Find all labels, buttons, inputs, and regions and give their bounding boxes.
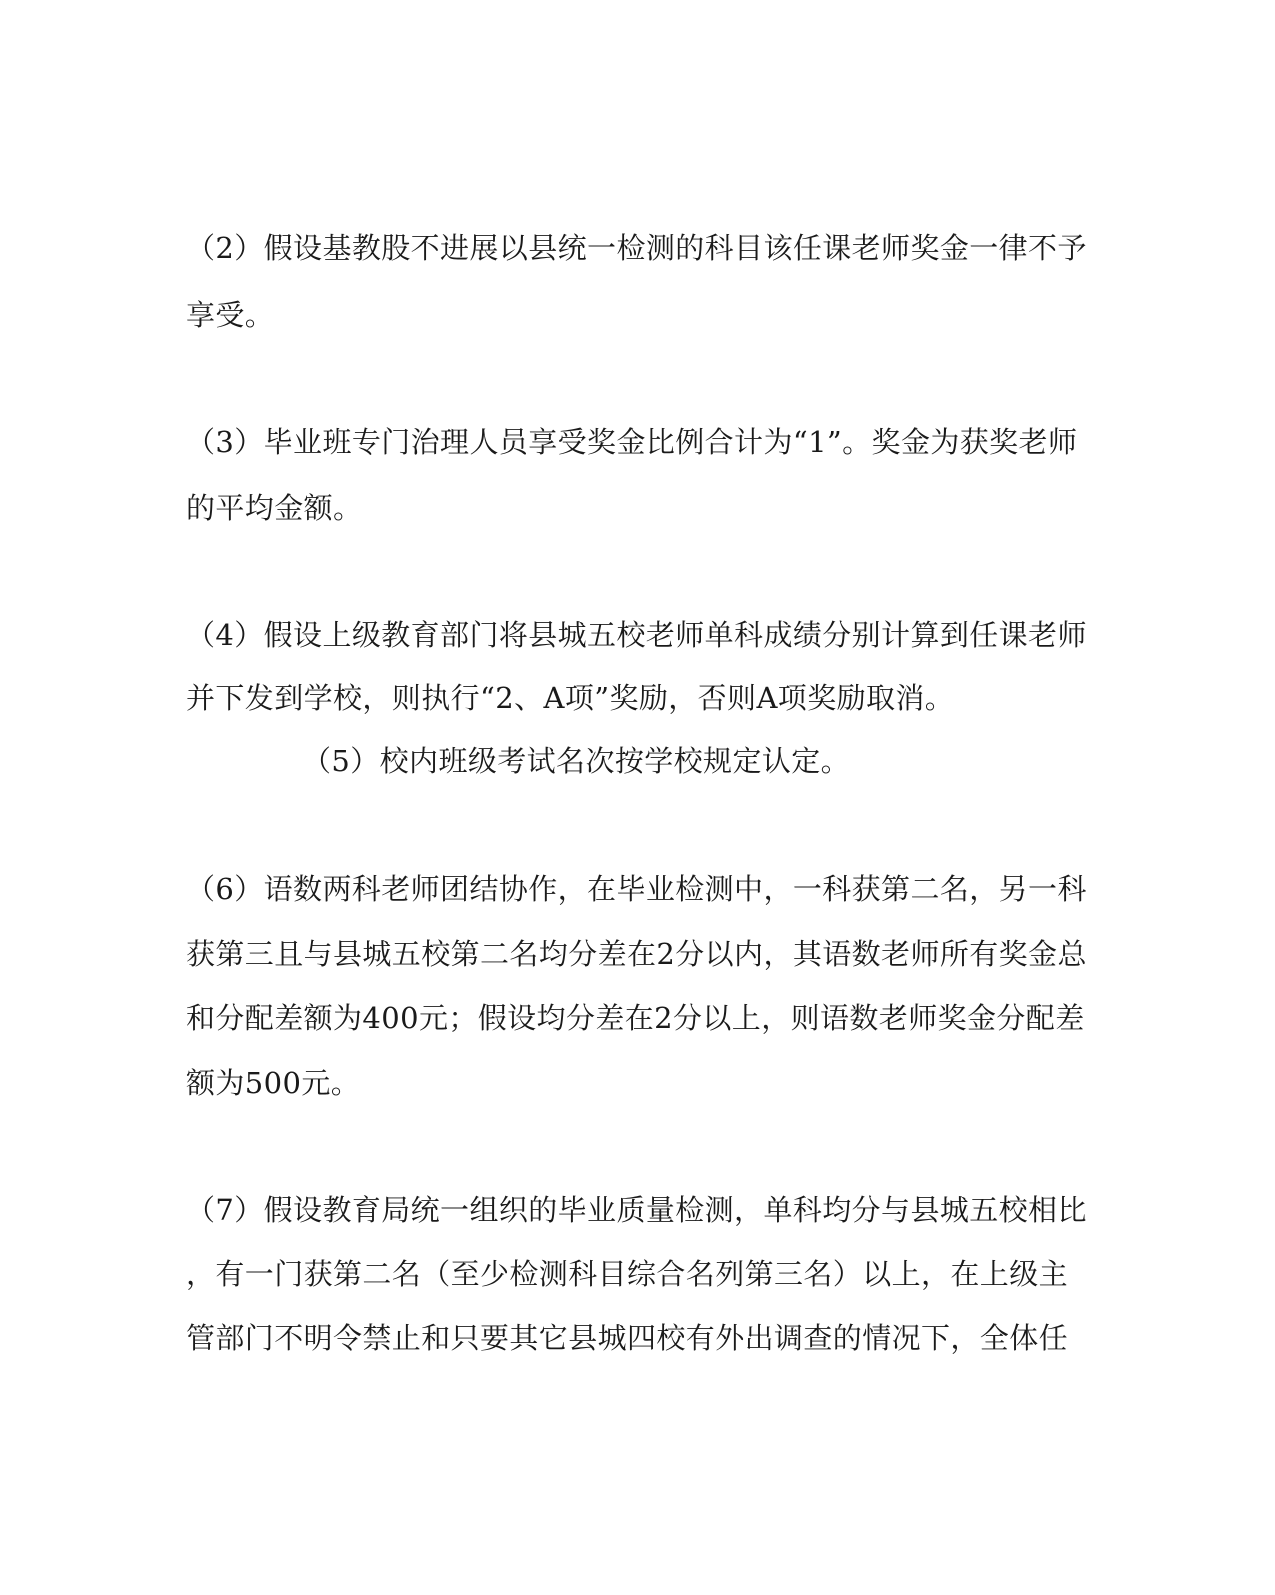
paragraph-6-line-2: 获第三且与县城五校第二名均分差在2分以内，其语数老师所有奖金总 — [186, 937, 1087, 971]
paragraph-2-line-1: （2）假设基教股不进展以县统一检测的科目该任课老师奖金一律不予 — [186, 231, 1087, 265]
paragraph-3-line-2: 的平均金额。 — [186, 491, 363, 525]
paragraph-7-line-1: （7）假设教育局统一组织的毕业质量检测，单科均分与县城五校相比 — [186, 1193, 1087, 1227]
paragraph-3-line-1: （3）毕业班专门治理人员享受奖金比例合计为“1”。奖金为获奖老师 — [186, 425, 1078, 459]
paragraph-5-line-1: （5）校内班级考试名次按学校规定认定。 — [302, 744, 851, 778]
paragraph-7-line-3: 管部门不明令禁止和只要其它县城四校有外出调查的情况下，全体任 — [186, 1321, 1069, 1355]
paragraph-6-line-1: （6）语数两科老师团结协作，在毕业检测中，一科获第二名，另一科 — [186, 872, 1087, 906]
paragraph-6-line-4: 额为500元。 — [186, 1066, 361, 1100]
paragraph-7-line-2: ，有一门获第二名（至少检测科目综合名列第三名）以上，在上级主 — [186, 1257, 1069, 1291]
paragraph-4-line-2: 并下发到学校，则执行“2、A项”奖励，否则A项奖励取消。 — [186, 681, 955, 715]
paragraph-6-line-3: 和分配差额为400元；假设均分差在2分以上，则语数老师奖金分配差 — [186, 1001, 1085, 1035]
paragraph-2-line-2: 享受。 — [186, 298, 275, 332]
paragraph-4-line-1: （4）假设上级教育部门将县城五校老师单科成绩分别计算到任课老师 — [186, 618, 1087, 652]
